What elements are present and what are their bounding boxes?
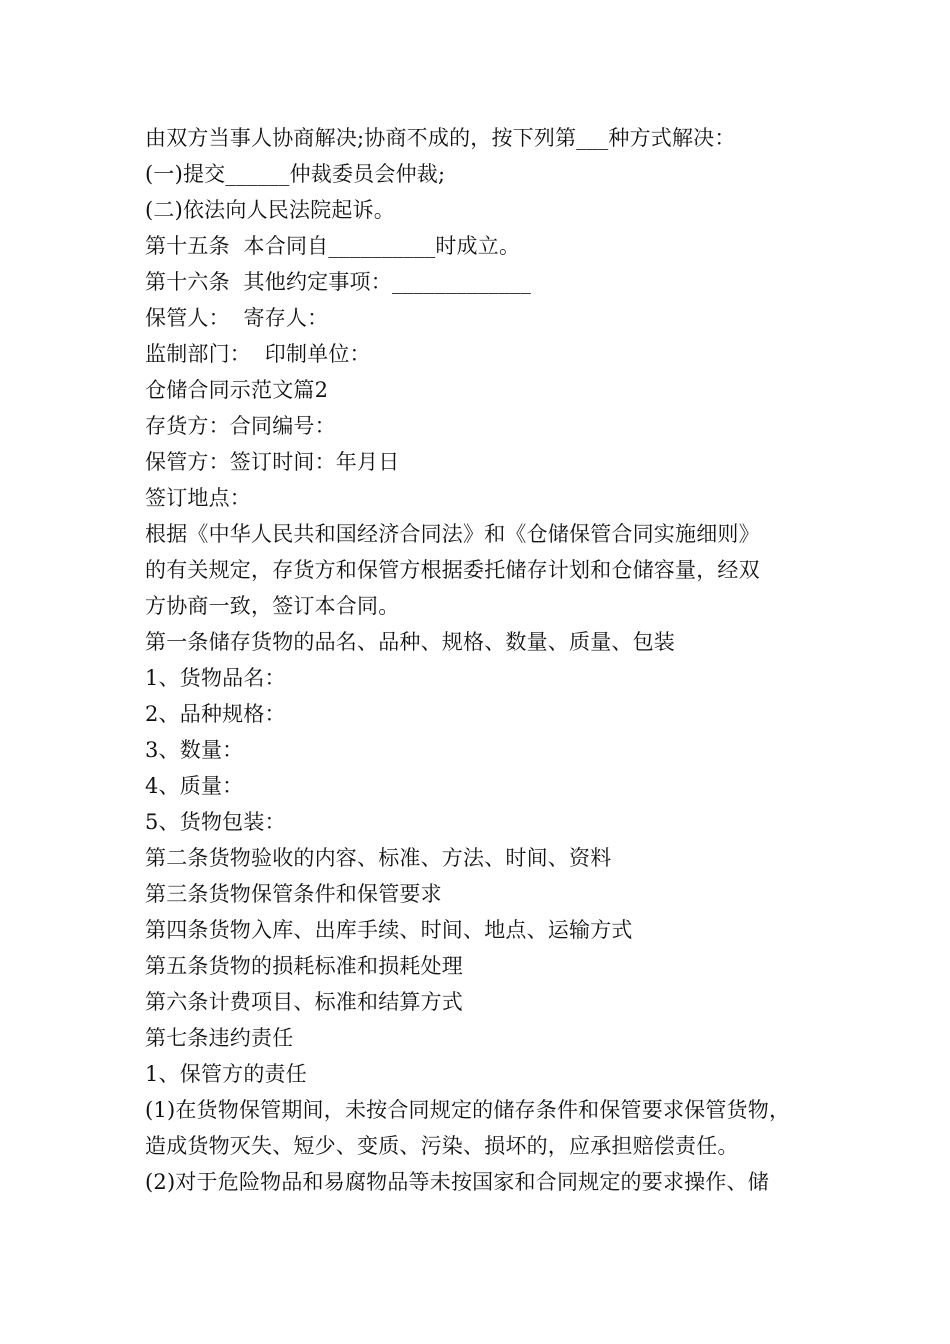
text-line: (一)提交______仲裁委员会仲裁; (145, 162, 446, 186)
text-line: (1)在货物保管期间，未按合同规定的储存条件和保管要求保管货物， (145, 1098, 791, 1122)
article-heading: 第三条货物保管条件和保管要求 (145, 882, 442, 906)
text-line: 第十五条 本合同自__________时成立。 (145, 234, 521, 258)
list-item: 3、数量： (145, 738, 244, 762)
article-heading: 第一条储存货物的品名、品种、规格、数量、质量、包装 (145, 630, 675, 654)
text-line: 由双方当事人协商解决;协商不成的，按下列第___种方式解决： (145, 126, 736, 150)
article-heading: 第二条货物验收的内容、标准、方法、时间、资料 (145, 846, 612, 870)
list-item: 2、品种规格： (145, 702, 286, 726)
text-line: 签订地点： (145, 486, 251, 510)
article-heading: 第四条货物入库、出库手续、时间、地点、运输方式 (145, 918, 633, 942)
text-line: 监制部门： 印制单位： (145, 342, 371, 366)
section-title: 仓储合同示范文篇2 (145, 378, 329, 402)
article-heading: 第七条违约责任 (145, 1026, 294, 1050)
text-line: 存货方：合同编号： (145, 414, 336, 438)
list-item: 1、保管方的责任 (145, 1062, 307, 1086)
text-line: 根据《中华人民共和国经济合同法》和《仓储保管合同实施细则》 (145, 522, 760, 546)
list-item: 1、货物品名： (145, 666, 286, 690)
list-item: 5、货物包装： (145, 810, 286, 834)
article-heading: 第六条计费项目、标准和结算方式 (145, 990, 463, 1014)
text-line: 方协商一致，签订本合同。 (145, 594, 400, 618)
text-line: 造成货物灭失、短少、变质、污染、损坏的，应承担赔偿责任。 (145, 1134, 739, 1158)
document-body (145, 120, 845, 1200)
text-line: 的有关规定，存货方和保管方根据委托储存计划和仓储容量，经双 (145, 558, 760, 582)
text-line: 保管方：签订时间：年月日 (145, 450, 400, 474)
text-line: 保管人： 寄存人： (145, 306, 329, 330)
article-heading: 第五条货物的损耗标准和损耗处理 (145, 954, 463, 978)
text-line: (2)对于危险物品和易腐物品等未按国家和合同规定的要求操作、储 (145, 1170, 769, 1194)
text-line: 第十六条 其他约定事项：_____________ (145, 270, 532, 294)
text-line: (二)依法向人民法院起诉。 (145, 198, 395, 222)
list-item: 4、质量： (145, 774, 244, 798)
